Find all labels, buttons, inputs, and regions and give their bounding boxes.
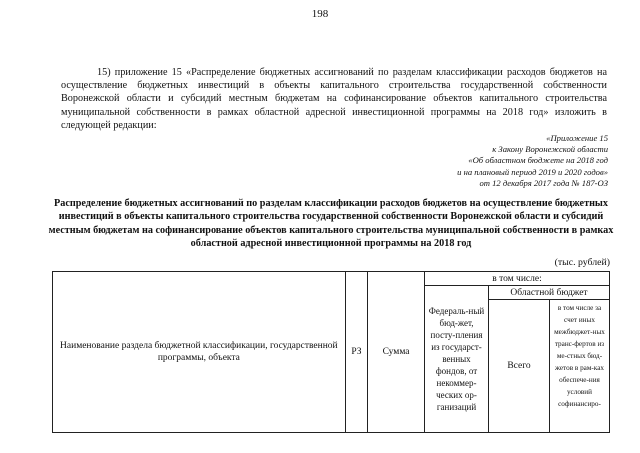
header-sum: Сумма — [368, 272, 425, 433]
header-name: Наименование раздела бюджетной классификации, государственной программы, объекта — [53, 272, 346, 433]
header-federal-budget: Федераль-ный бюд-жет, посту-пления из государст-венных фондов, от некоммер-ческих ор-ганизаций — [424, 286, 488, 433]
table-heading: Распределение бюджетных ассигнований по разделам классификации расходов бюджетов на осуществление бюджетных инвестиций в объекты капитального строительства государственной собственности Воронежской области и субсидий местным бюджетам на софинансирование объектов капитального строительства муниципальной собственности в рамках областной адресной инвестиционной программы на 2018 год — [48, 198, 614, 250]
annex-line: от 12 декабря 2017 года № 187-ОЗ — [479, 177, 608, 188]
annex-line: «Приложение 15 — [546, 133, 608, 143]
header-rz: РЗ — [345, 272, 367, 433]
annex-line: и на плановый период 2019 и 2020 годов» — [457, 166, 608, 177]
annex-reference — [388, 133, 608, 189]
budget-table — [52, 271, 610, 433]
intro-text: 15) приложение 15 «Распределение бюджетных ассигнований по разделам классификации расходов бюджетов на осуществление бюджетных инвестиций в объекты капитального строительства государственной собственности Воронежской области и субсидий местным бюджетам на софинансирование объектов капитального строительства муниципальной собственности в рамках областной адресной инвестиционной программы на 2018 год» изложить в следующей редакции: — [61, 67, 607, 131]
annex-line: «Об областном бюджете на 2018 год — [468, 155, 608, 166]
units-label: (тыс. рублей) — [554, 257, 610, 268]
header-including: в том числе: — [424, 272, 609, 286]
header-regional-total: Всего — [489, 300, 550, 433]
annex-line: к Закону Воронежской области — [492, 144, 608, 155]
intro-paragraph — [61, 66, 607, 132]
header-regional-including: в том числе за счет иных межбюджет-ных транс-фертов из ме-стных бюд-жетов в рам-ках обеспече-ния условий софинансиро- — [549, 300, 609, 433]
header-regional-budget: Областной бюджет — [489, 286, 610, 300]
page-number: 198 — [311, 8, 329, 20]
